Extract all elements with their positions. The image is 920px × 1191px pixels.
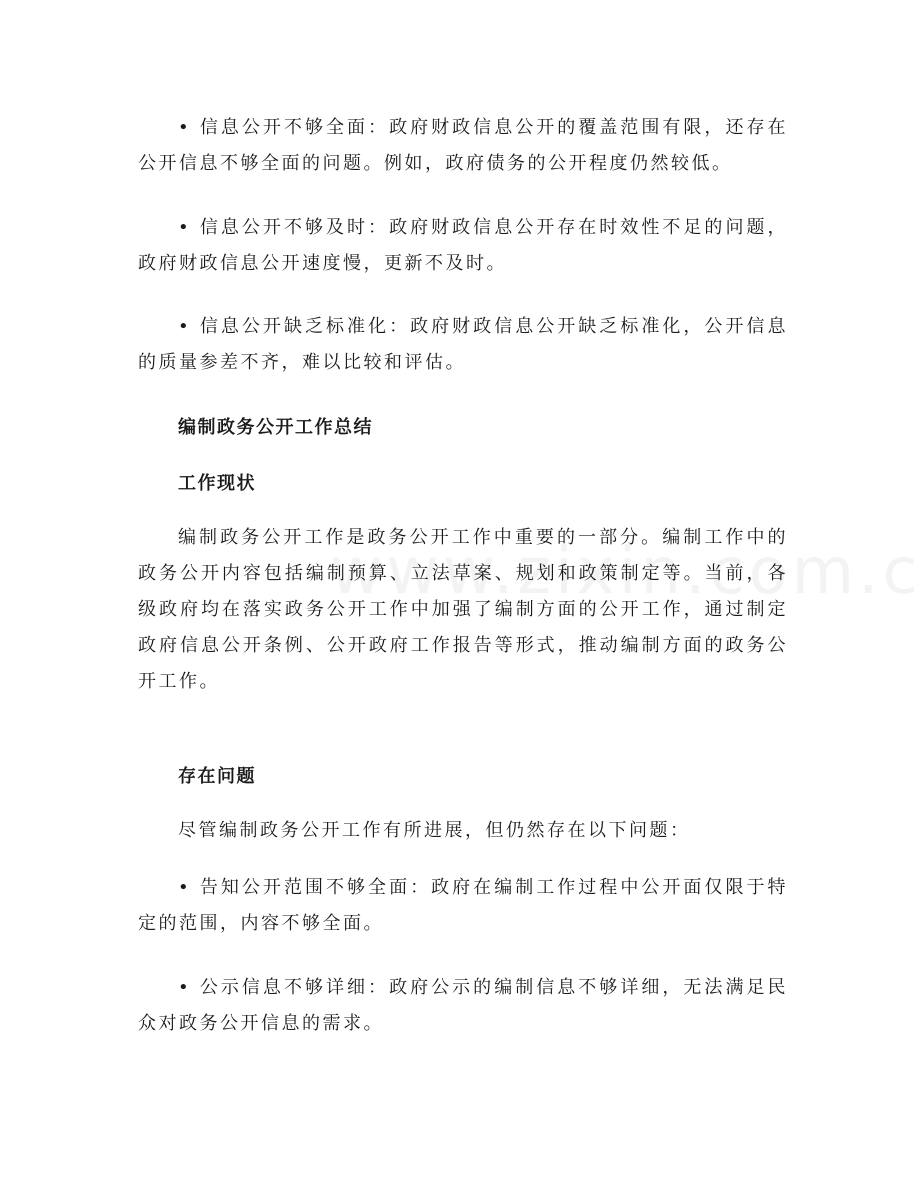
bullet-paragraph-scope: • 告知公开范围不够全面：政府在编制工作过程中公开面仅限于特定的范围，内容不够全面。	[138, 877, 788, 934]
bullet-paragraph-detail: • 公示信息不够详细：政府公示的编制信息不够详细，无法满足民众对政务公开信息的需求。	[138, 977, 788, 1034]
bullet-paragraph-unstandardized: • 信息公开缺乏标准化：政府财政信息公开缺乏标准化，公开信息的质量参差不齐，难以比较和评估。	[138, 316, 788, 373]
paragraph-problems-intro: 尽管编制政务公开工作有所进展，但仍然存在以下问题：	[178, 820, 691, 841]
subheading-problems: 存在问题	[178, 766, 256, 787]
paragraph-current-status: 编制政务公开工作是政务公开工作中重要的一部分。编制工作中的政务公开内容包括编制预算、立法草案、规划和政策制定等。当前，各级政府均在落实政务公开工作中加强了编制方面的公开工作，通过制定政府信息公开条例、公开政府工作报告等形式，推动编制方面的政务公开工作。	[138, 527, 788, 692]
section-heading-summary: 编制政务公开工作总结	[178, 417, 373, 438]
bullet-paragraph-incomplete: • 信息公开不够全面：政府财政信息公开的覆盖范围有限，还存在公开信息不够全面的问题。例如，政府债务的公开程度仍然较低。	[138, 117, 788, 174]
bullet-paragraph-untimely: • 信息公开不够及时：政府财政信息公开存在时效性不足的问题，政府财政信息公开速度慢，更新不及时。	[138, 217, 788, 274]
subheading-current-status: 工作现状	[178, 473, 256, 494]
